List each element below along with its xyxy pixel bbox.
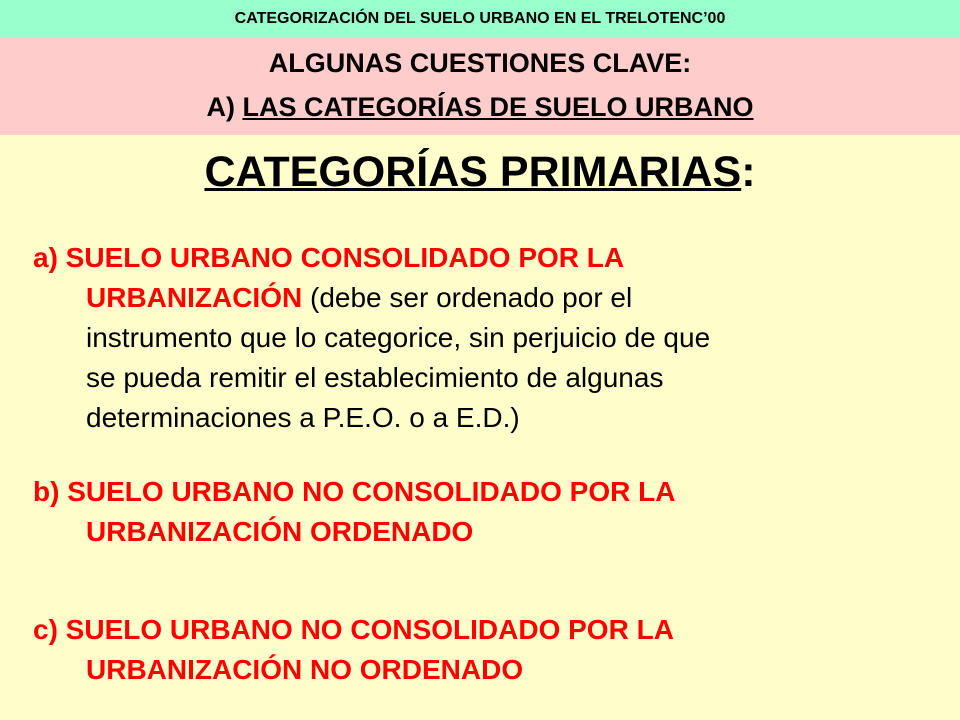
page-title	[0, 148, 960, 197]
item-a-note-start: (debe ser ordenado por el	[302, 282, 633, 313]
top-banner	[0, 0, 960, 38]
item-b-line-1: b) SUELO URBANO NO CONSOLIDADO POR LA	[33, 476, 676, 507]
item-a-line-3: instrumento que lo categorice, sin perjuicio de que	[86, 322, 711, 353]
header-line-1: ALGUNAS CUESTIONES CLAVE:	[268, 48, 692, 78]
title-text: CATEGORÍAS PRIMARIAS	[204, 148, 742, 196]
item-a-line-4: se pueda remitir el establecimiento de algunas	[86, 362, 664, 393]
header-prefix: A)	[206, 92, 243, 122]
item-a-line-5: determinaciones a P.E.O. o a E.D.)	[86, 402, 520, 433]
item-c-line-2: URBANIZACIÓN NO ORDENADO	[86, 654, 524, 685]
list-item-a	[33, 238, 933, 438]
header-underlined-text: LAS CATEGORÍAS DE SUELO URBANO	[242, 92, 754, 122]
section-header	[0, 38, 960, 135]
item-c-line-1: c) SUELO URBANO NO CONSOLIDADO POR LA	[33, 614, 674, 645]
title-colon: :	[741, 148, 756, 196]
top-banner-text: CATEGORIZACIÓN DEL SUELO URBANO EN EL TRELOTENC’00	[234, 10, 726, 27]
item-a-line-1: a) SUELO URBANO CONSOLIDADO POR LA	[33, 242, 625, 273]
header-line-2	[0, 92, 960, 123]
item-a-keyword: URBANIZACIÓN	[86, 282, 303, 313]
list-item-b	[33, 472, 933, 552]
item-a-line-2	[33, 278, 933, 318]
item-b-line-2: URBANIZACIÓN ORDENADO	[86, 516, 474, 547]
list-item-c	[33, 610, 933, 690]
